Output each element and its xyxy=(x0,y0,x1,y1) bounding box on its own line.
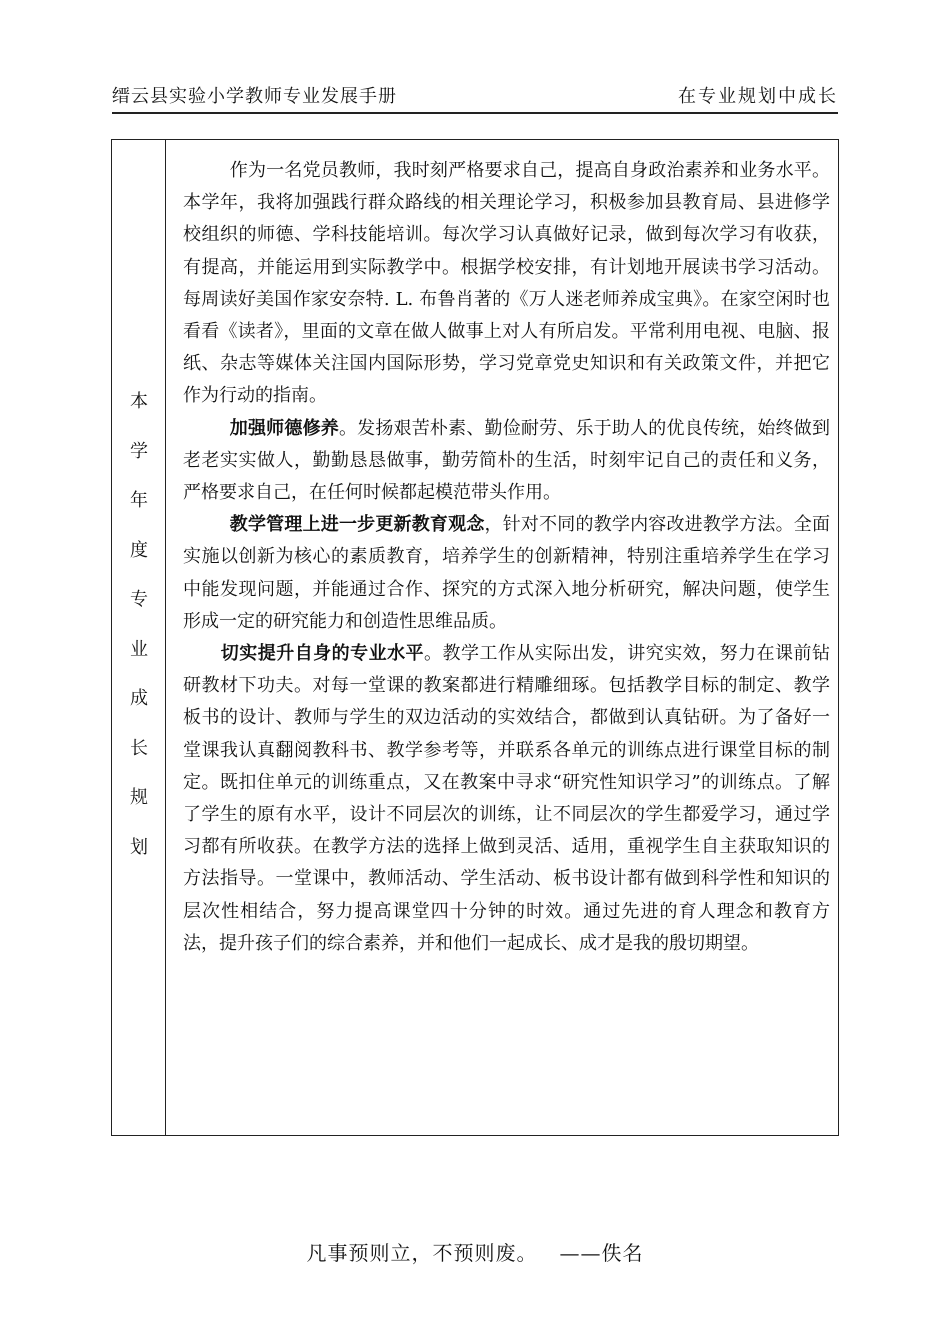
label-char: 本 xyxy=(130,391,148,412)
plan-label-cell xyxy=(112,140,166,1135)
page-header xyxy=(112,84,838,114)
paragraph-text: 。教学工作从实际出发，讲究实效，努力在课前钻研教材下功夫。对每一堂课的教案都进行精雕细琢。包括教学目标的制定、教学板书的设计、教师与学生的双边活动的实效结合，都做到认真钻研。为了备好一堂课我认真翻阅教科书、教学参考等，并联系各单元的训练点进行课堂目标的制定。既扣住单元的训练重点，又在教案中寻求“研究性知识学习”的训练点。了解了学生的原有水平，设计不同层次的训练，让不同层次的学生都爱学习，通过学习都有所收获。在教学方法的选择上做到灵活、适用，重视学生自主获取知识的方法指导。一堂课中，教师活动、学生活动、板书设计都有做到科学性和知识的层次性相结合，努力提高课堂四十分钟的时效。通过先进的育人理念和教育方法，提升孩子们的综合素养，并和他们一起成长、成才是我的殷切期望。 xyxy=(183,643,831,954)
plan-content-cell xyxy=(166,140,838,1135)
quote-attribution: ——佚名 xyxy=(559,1241,644,1265)
label-char: 专 xyxy=(130,589,148,610)
label-char: 成 xyxy=(130,688,148,709)
label-char: 业 xyxy=(130,638,148,660)
section-title: 在专业规划中成长 xyxy=(678,86,838,107)
label-char: 年 xyxy=(130,490,148,511)
paragraph-text: ，针对不同的教学内容改进教学方法。全面实施以创新为核心的素质教育，培养学生的创新精神，特别注重培养学生在学习中能发现问题，并能通过合作、探究的方式深入地分析研究，解决问题，使学生形成一定的研究能力和创造性思维品质。 xyxy=(183,514,831,632)
paragraph-political-study xyxy=(183,155,830,413)
footer-quote xyxy=(0,1240,950,1266)
paragraph-text: 作为一名党员教师，我时刻严格要求自己，提高自身政治素养和业务水平。本学年，我将加强践行群众路线的相关理论学习，积极参加县教育局、县进修学校组织的师德、学科技能培训。每次学习认真做好记录，做到每次学习有收获，有提高，并能运用到实际教学中。根据学校安排，有计划地开展读书学习活动。每周读好美国作家安奈特. L. 布鲁肖著的《万人迷老师养成宝典》。在家空闲时也看看《读者》，里面的文章在做人做事上对人有所启发。平常利用电视、电脑、报纸、杂志等媒体关注国内国际形势，学习党章党史知识和有关政策文件，并把它作为行动的指南。 xyxy=(183,160,830,407)
label-char: 长 xyxy=(130,737,148,759)
quote-text: 凡事预则立，不预则废。 xyxy=(306,1241,538,1265)
paragraph-text: 。发扬艰苦朴素、勤俭耐劳、乐于助人的优良传统，始终做到老老实实做人，勤勤恳恳做事，勤劳简朴的生活，时刻牢记自己的责任和义务，严格要求自己，在任何时候都起模范带头作用。 xyxy=(183,417,831,504)
handbook-title: 缙云县实验小学教师专业发展手册 xyxy=(112,86,397,107)
plan-table xyxy=(111,139,839,1136)
label-char: 度 xyxy=(130,539,148,561)
plan-label xyxy=(112,391,166,886)
paragraph-heading: 加强师德修养 xyxy=(229,417,339,439)
paragraph-professional-level xyxy=(183,638,830,960)
paragraph-teaching-concepts xyxy=(183,509,830,638)
label-char: 划 xyxy=(130,836,148,858)
paragraph-heading: 切实提升自身的专业水平 xyxy=(220,643,425,665)
paragraph-ethics xyxy=(183,413,830,510)
paragraph-heading: 教学管理上进一步更新教育观念 xyxy=(229,514,485,536)
label-char: 规 xyxy=(130,787,148,808)
label-char: 学 xyxy=(130,440,148,462)
